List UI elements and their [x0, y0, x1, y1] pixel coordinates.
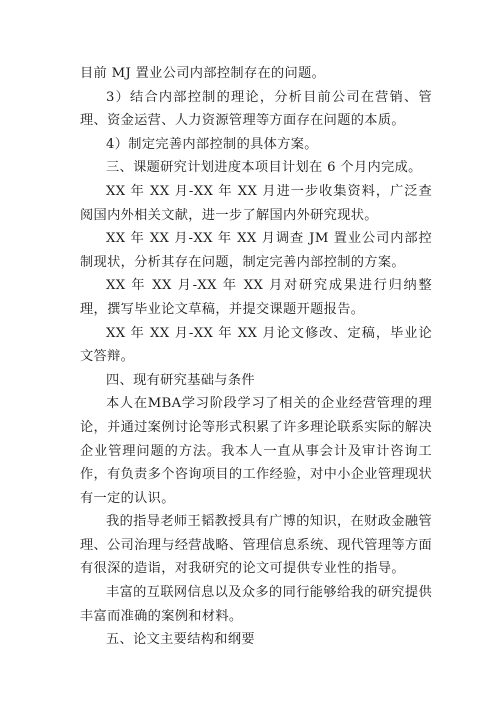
paragraph-resources: 丰富的互联网信息以及众多的同行能够给我的研究提供丰富而准确的案例和材料。 [80, 585, 432, 624]
schedule-item-4: XX 年 XX 月-XX 年 XX 月论文修改、定稿，毕业论文答辩。 [80, 325, 432, 365]
paragraph-advisor: 我的指导老师王韬教授具有广博的知识，在财政金融管理、公司治理与经营战略、管理信息系统、现代管理等方面有很深的造诣，对我研究的论文可提供专业性的指导。 [80, 514, 432, 577]
paragraph-problem-statement: 目前 MJ 置业公司内部控制存在的问题。 [80, 66, 326, 81]
paragraph-item-4: 4）制定完善内部控制的具体方案。 [106, 136, 318, 152]
section-heading-foundation: 四、现有研究基础与条件 [106, 372, 255, 388]
document-body [80, 62, 432, 652]
schedule-item-2: XX 年 XX 月-XX 年 XX 月调查 JM 置业公司内部控制现状，分析其存在问题，制定完善内部控制的方案。 [80, 231, 432, 270]
section-heading-schedule: 三、课题研究计划进度本项目计划在 6 个月内完成。 [106, 160, 422, 176]
schedule-item-3: XX 年 XX 月-XX 年 XX 月对研究成果进行归纳整理，撰写毕业论文草稿，并提交课题开题报告。 [80, 278, 432, 317]
schedule-item-1: XX 年 XX 月-XX 年 XX 月进一步收集资料，广泛查阅国内外相关文献，进一步了解国内外研究现状。 [80, 183, 432, 223]
section-heading-structure: 五、论文主要结构和纲要 [106, 632, 255, 648]
paragraph-item-3: 3）结合内部控制的理论，分析目前公司在营销、管理、资金运营、人力资源管理等方面存在问题的本质。 [80, 89, 432, 129]
paragraph-personal-background: 本人在MBA学习阶段学习了相关的企业经营管理的理论，并通过案例讨论等形式积累了许多理论联系实际的解决企业管理问题的方法。我本人一直从事会计及审计咨询工作，有负责多个咨询项目的工作经验，对中小企业管理现状有一定的认识。 [80, 396, 432, 506]
